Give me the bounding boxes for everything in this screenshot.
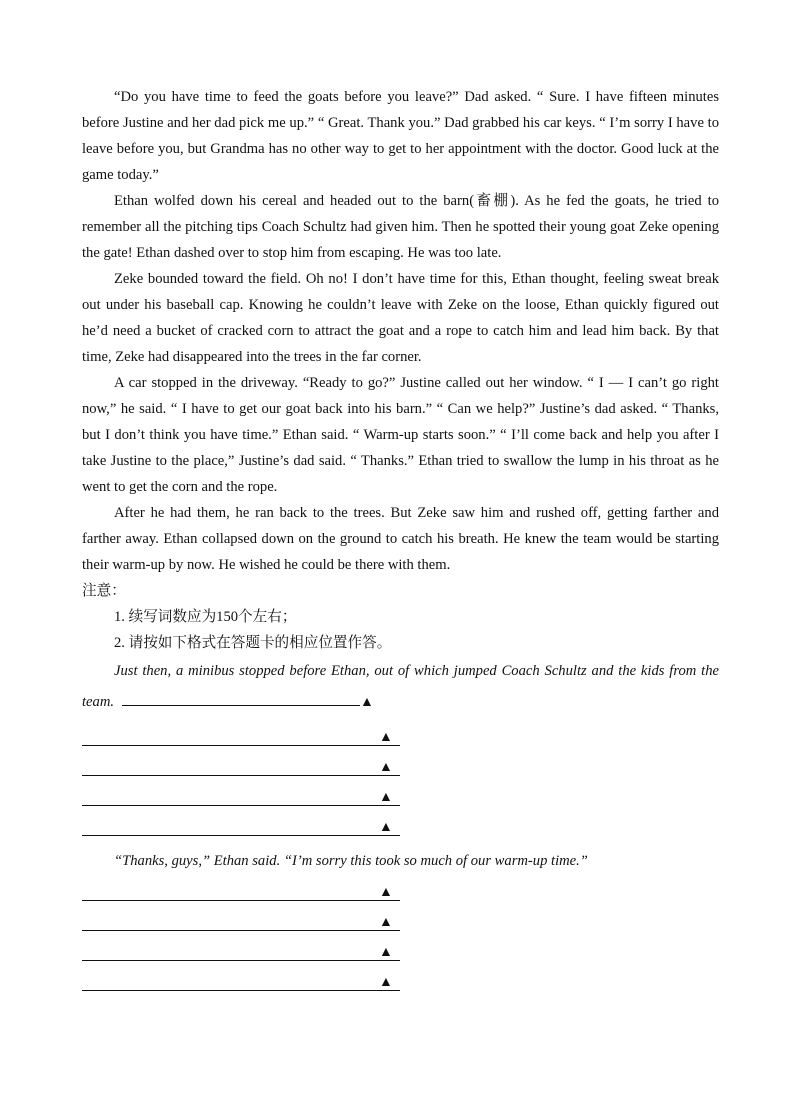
triangle-marker-icon: ▲ (360, 695, 374, 710)
answer-lines-group-2 (82, 873, 719, 993)
answer-line (82, 963, 400, 993)
triangle-marker-icon: ▲ (379, 760, 393, 775)
note-item-1: 1. 续写词数应为150个左右； (114, 609, 297, 625)
answer-line (82, 778, 400, 808)
story-paragraph-4: A car stopped in the driveway. “Ready to go?” Justine called out her window. “ I — I can’t go right now,” he said. “ I have to get our goat back into his barn.” “ Can we help?” Justine’s dad asked. “ Thanks, but I don’t think you have time.” Ethan said. “ Warm-up starts soon.” “ I’ll come back and help you after I take Justine to the place,” Justine’s dad said. “ Thanks.” Ethan tried to swallow the lump in his throat as he went to get the corn and the rope. (82, 375, 719, 495)
answer-line (82, 718, 400, 748)
triangle-marker-icon: ▲ (379, 945, 393, 960)
answer-line (82, 748, 400, 778)
triangle-marker-icon: ▲ (379, 975, 393, 990)
answer-lines-group-1 (82, 718, 719, 838)
triangle-marker-icon: ▲ (379, 790, 393, 805)
triangle-marker-icon: ▲ (379, 915, 393, 930)
continuation-prompt-2: “Thanks, guys,” Ethan said. “I’m sorry this took so much of our warm-up time.” (114, 853, 588, 869)
continuation-prompt-1 (82, 656, 719, 718)
story-paragraph-1: “Do you have time to feed the goats before you leave?” Dad asked. “ Sure. I have fifteen minutes before Justine and her dad pick me up.” “ Great. Thank you.” Dad grabbed his car keys. “ I’m sorry I have to leave before you, but Grandma has no other way to get to her appointment with the doctor. Good luck at the game today.” (82, 89, 719, 183)
triangle-marker-icon: ▲ (379, 820, 393, 835)
answer-line (82, 808, 400, 838)
answer-line (82, 873, 400, 903)
story-paragraph-3: Zeke bounded toward the field. Oh no! I don’t have time for this, Ethan thought, feeling sweat break out under his baseball cap. Knowing he couldn’t leave with Zeke on the loose, Ethan quickly figured out he’d need a bucket of cracked corn to attract the goat and a rope to catch him and lead him back. By that time, Zeke had disappeared into the trees in the far corner. (82, 271, 719, 365)
story-paragraph-2: Ethan wolfed down his cereal and headed out to the barn(畜棚). As he fed the goats, he tried to remember all the pitching tips Coach Schultz had given him. Then he spotted their young goat Zeke opening the gate! Ethan dashed over to stop him from escaping. He was too late. (82, 193, 719, 261)
story-paragraph-5: After he had them, he ran back to the trees. But Zeke saw him and rushed off, getting farther and farther away. Ethan collapsed down on the ground to catch his breath. He knew the team would be starting their warm-up by now. He wished he could be there with them. (82, 505, 719, 573)
answer-line (82, 933, 400, 963)
prompt-1-text: Just then, a minibus stopped before Ethan, out of which jumped Coach Schultz and the kids from the team. (82, 663, 719, 710)
notes-heading: 注意： (82, 583, 126, 599)
note-item-2: 2. 请按如下格式在答题卡的相应位置作答。 (114, 635, 392, 651)
triangle-marker-icon: ▲ (379, 885, 393, 900)
document-page (82, 84, 719, 993)
answer-line (82, 903, 400, 933)
answer-blank-inline (122, 689, 360, 706)
triangle-marker-icon: ▲ (379, 730, 393, 745)
